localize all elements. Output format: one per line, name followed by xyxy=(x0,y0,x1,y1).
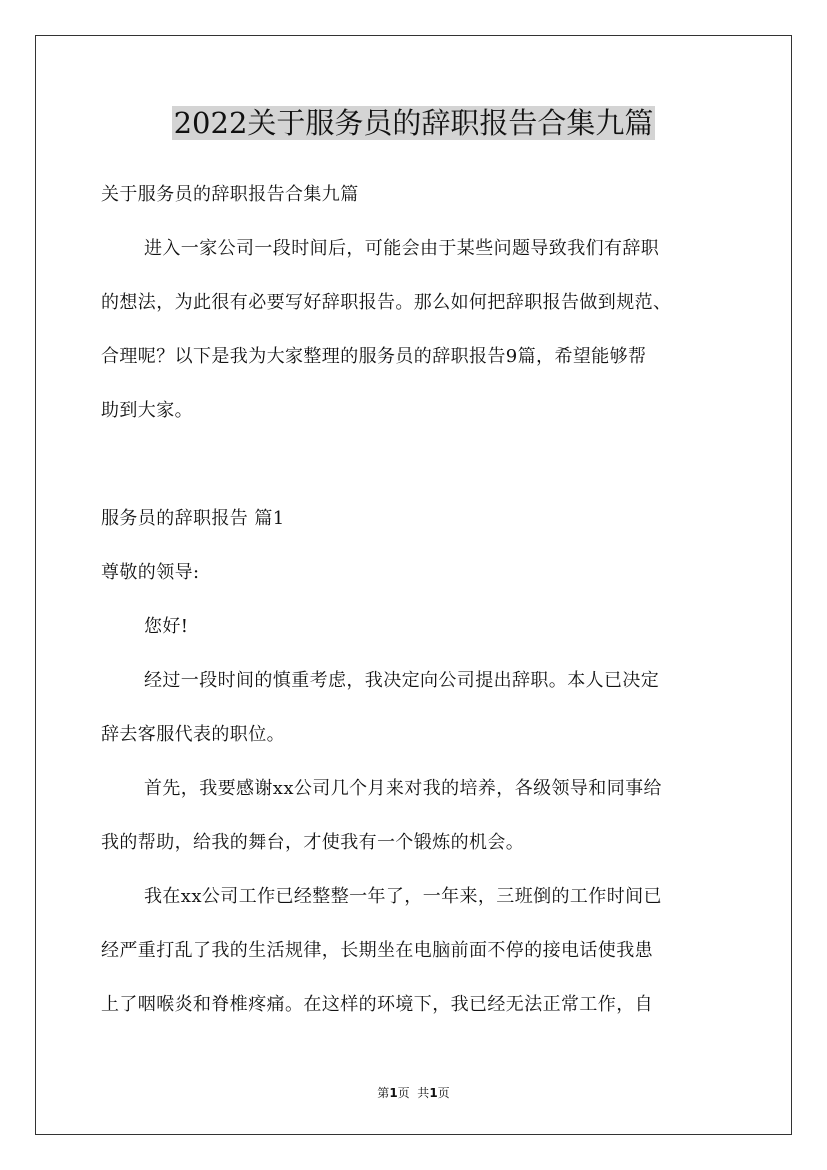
intro-line-1: 进入一家公司一段时间后，可能会由于某些问题导致我们有辞职 xyxy=(144,238,660,259)
document-subtitle: 关于服务员的辞职报告合集九篇 xyxy=(101,184,359,205)
document-title-text: 2022关于服务员的辞职报告合集九篇 xyxy=(173,106,654,140)
footer-page-total: 1 xyxy=(429,1086,438,1100)
page-footer xyxy=(0,1085,827,1101)
body-line-3: 首先，我要感谢xx公司几个月来对我的培养，各级领导和同事给 xyxy=(144,778,662,799)
body-line-1: 经过一段时间的慎重考虑，我决定向公司提出辞职。本人已决定 xyxy=(144,670,660,691)
footer-suffix: 页 xyxy=(437,1086,450,1100)
footer-page-number: 1 xyxy=(389,1086,398,1100)
footer-prefix: 第 xyxy=(377,1086,390,1100)
body-line-7: 上了咽喉炎和脊椎疼痛。在这样的环境下，我已经无法正常工作，自 xyxy=(101,994,653,1015)
salutation: 尊敬的领导: xyxy=(101,562,200,583)
body-line-4: 我的帮助，给我的舞台，才使我有一个锻炼的机会。 xyxy=(101,832,525,853)
section-heading: 服务员的辞职报告 篇1 xyxy=(101,508,285,529)
intro-line-3: 合理呢？以下是我为大家整理的服务员的辞职报告9篇，希望能够帮 xyxy=(101,346,647,367)
intro-line-2: 的想法，为此很有必要写好辞职报告。那么如何把辞职报告做到规范、 xyxy=(101,292,672,313)
document-title xyxy=(0,103,827,143)
body-line-2: 辞去客服代表的职位。 xyxy=(101,724,285,745)
intro-line-4: 助到大家。 xyxy=(101,400,193,421)
footer-mid: 页 共 xyxy=(397,1086,430,1100)
body-line-5: 我在xx公司工作已经整整一年了，一年来，三班倒的工作时间已 xyxy=(144,886,662,907)
body-line-6: 经严重打乱了我的生活规律，长期坐在电脑前面不停的接电话使我患 xyxy=(101,940,653,961)
greeting: 您好! xyxy=(144,616,189,637)
